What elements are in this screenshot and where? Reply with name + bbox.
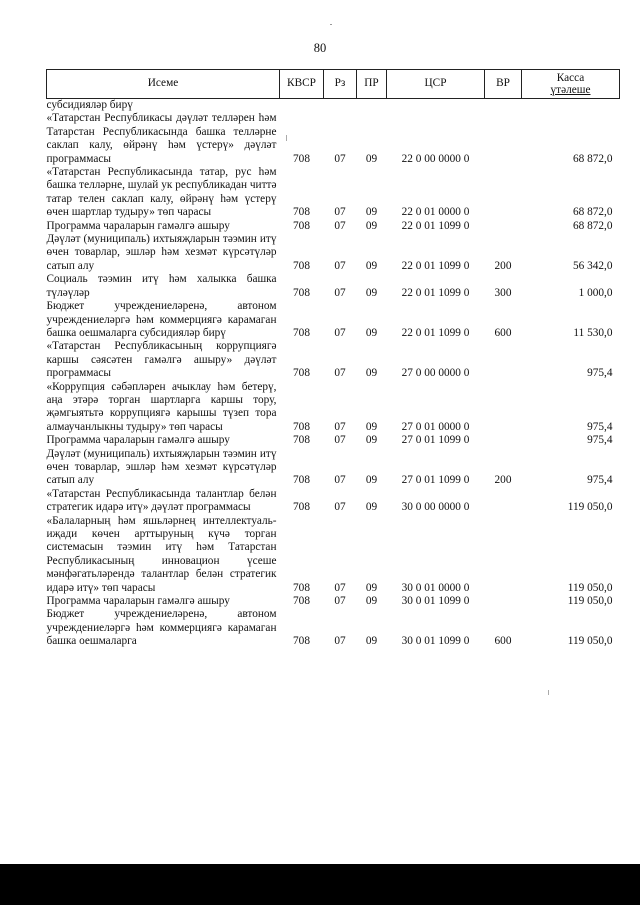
cell-vr bbox=[485, 99, 522, 113]
table-row bbox=[47, 381, 620, 435]
cell-rz: 07 bbox=[334, 420, 346, 433]
cell-pr: 09 bbox=[365, 206, 378, 219]
table-row bbox=[47, 434, 620, 447]
cell-csr: 27 0 01 0000 0 bbox=[401, 420, 470, 433]
cell-pr: 09 bbox=[365, 474, 378, 487]
table-row bbox=[47, 515, 620, 595]
cell-name: Дәүләт (муниципаль) ихтыяҗларын тәэмин итү өчен товарлар, эшләр һәм хезмәт күрсәтүләр сатып алу bbox=[46, 447, 277, 487]
cell-rz: 07 bbox=[334, 219, 346, 232]
cell-vr bbox=[485, 515, 522, 595]
header-vr: ВР bbox=[485, 70, 522, 99]
cell-pr: 09 bbox=[365, 286, 378, 299]
cell-csr: 30 0 00 0000 0 bbox=[401, 501, 470, 514]
cell-pr bbox=[357, 99, 387, 113]
header-rz: Рз bbox=[324, 70, 357, 99]
cell-sum: 119 050,0 bbox=[567, 501, 613, 514]
table-row bbox=[47, 608, 620, 648]
cell-kvsr: 708 bbox=[293, 206, 310, 219]
table-row bbox=[47, 112, 620, 166]
table-row bbox=[47, 448, 620, 488]
cell-rz: 07 bbox=[334, 286, 346, 299]
cell-rz: 07 bbox=[334, 326, 346, 339]
cell-pr: 09 bbox=[365, 420, 378, 433]
cell-rz bbox=[324, 99, 357, 113]
table-row bbox=[47, 340, 620, 380]
header-pr: ПР bbox=[357, 70, 387, 99]
cell-pr: 09 bbox=[365, 152, 378, 165]
cell-pr: 09 bbox=[365, 635, 378, 648]
cell-rz: 07 bbox=[334, 152, 346, 165]
cell-pr: 09 bbox=[365, 595, 378, 608]
cell-kvsr: 708 bbox=[293, 259, 310, 272]
scan-bottom-border bbox=[0, 864, 640, 905]
cell-vr bbox=[485, 166, 522, 220]
table-row bbox=[47, 300, 620, 340]
scan-mark bbox=[548, 690, 549, 695]
cell-pr: 09 bbox=[365, 326, 378, 339]
cell-rz: 07 bbox=[334, 259, 346, 272]
cell-csr: 22 0 01 1099 0 bbox=[401, 259, 470, 272]
cell-rz: 07 bbox=[334, 595, 346, 608]
cell-name: Социаль тәэмин итү һәм халыкка башка түләүләр bbox=[46, 273, 277, 299]
cell-sum: 119 050,0 bbox=[567, 635, 613, 648]
cell-sum bbox=[522, 99, 620, 113]
cell-name: «Татарстан Республикасында талантлар белән стратегик идарә итү» дәүләт программасы bbox=[46, 487, 277, 514]
cell-vr bbox=[485, 340, 522, 380]
cell-name: «Коррупция сәбәпләрен ачыклау һәм бетерү, аңа этәрә торган шартларга каршы тору, җәмгыятьтә коррупциягә карышы түзеп тора алмаучанлыкны тудыру» төп чарасы bbox=[46, 380, 277, 433]
cell-csr: 27 0 01 1099 0 bbox=[401, 474, 470, 487]
page-number: 80 bbox=[313, 41, 327, 55]
table-row bbox=[47, 273, 620, 300]
cell-sum: 68 872,0 bbox=[572, 206, 613, 219]
cell-vr: 200 bbox=[494, 474, 512, 487]
header-csr: ЦСР bbox=[387, 70, 485, 99]
cell-name: «Татарстан Республикасының коррупциягә каршы сәясәтен гамәлгә ашыру» дәүләт программасы bbox=[46, 340, 277, 380]
cell-sum: 11 530,0 bbox=[573, 326, 613, 339]
table-row bbox=[47, 99, 620, 113]
cell-name: «Татарстан Республикасында татар, рус һәм башка телләрне, шулай ук республикадан читтә татар телен саклап калу, өйрәнү һәм үстерү өчен шартлар тудыру» төп чарасы bbox=[46, 166, 277, 219]
cell-sum: 975,4 bbox=[587, 420, 613, 433]
cell-csr: 22 0 01 1099 0 bbox=[401, 326, 470, 339]
cell-pr: 09 bbox=[365, 259, 378, 272]
cell-kvsr: 708 bbox=[293, 286, 310, 299]
cell-sum: 975,4 bbox=[587, 434, 613, 447]
cell-kvsr: 708 bbox=[293, 367, 310, 380]
table-row bbox=[47, 166, 620, 220]
cell-sum: 1 000,0 bbox=[578, 286, 613, 299]
cell-pr: 09 bbox=[365, 581, 378, 594]
cell-sum: 119 050,0 bbox=[567, 581, 613, 594]
table-body bbox=[47, 99, 620, 649]
cell-vr bbox=[485, 220, 522, 233]
cell-vr: 200 bbox=[494, 259, 512, 272]
cell-csr: 30 0 01 1099 0 bbox=[401, 635, 470, 648]
table-header bbox=[47, 70, 620, 99]
cell-sum: 975,4 bbox=[587, 367, 613, 380]
cell-csr: 30 0 01 0000 0 bbox=[401, 581, 470, 594]
cell-vr: 600 bbox=[494, 326, 512, 339]
cell-vr bbox=[485, 112, 522, 166]
cell-sum: 119 050,0 bbox=[567, 595, 613, 608]
table-row bbox=[47, 595, 620, 608]
cell-name: Программа чараларын гамәлгә ашыру bbox=[46, 595, 230, 608]
cell-name: Программа чараларын гамәлгә ашыру bbox=[46, 219, 230, 232]
cell-vr: 300 bbox=[494, 286, 512, 299]
cell-sum: 975,4 bbox=[587, 474, 613, 487]
cell-vr: 600 bbox=[494, 635, 512, 648]
cell-name: Дәүләт (муниципаль) ихтыяҗларын тәэмин итү өчен товарлар, эшләр һәм хезмәт күрсәтүләр сатып алу bbox=[46, 233, 277, 272]
cell-pr: 09 bbox=[365, 367, 378, 380]
cell-sum: 56 342,0 bbox=[572, 259, 613, 272]
cell-kvsr bbox=[280, 99, 324, 113]
cell-vr bbox=[485, 595, 522, 608]
table-row bbox=[47, 220, 620, 233]
cell-csr: 22 0 01 0000 0 bbox=[401, 206, 470, 219]
cell-pr: 09 bbox=[365, 434, 378, 447]
header-sum-line2: үтәлеше bbox=[550, 84, 591, 96]
cell-csr: 22 0 01 1099 0 bbox=[401, 219, 470, 232]
cell-kvsr: 708 bbox=[293, 595, 310, 608]
cell-vr bbox=[485, 434, 522, 447]
cell-name: Программа чараларын гамәлгә ашыру bbox=[46, 434, 230, 447]
header-sum-line1: Касса bbox=[556, 72, 585, 84]
cell-name: Бюджет учреждениеләренә, автоном учреждениеләргә һәм коммерциягә карамаган башка оешмаларга субсидияләр бирү bbox=[46, 300, 277, 339]
cell-rz: 07 bbox=[334, 501, 346, 514]
cell-kvsr: 708 bbox=[293, 501, 310, 514]
cell-rz: 07 bbox=[334, 367, 346, 380]
cell-kvsr: 708 bbox=[293, 474, 310, 487]
cell-csr: 22 0 00 0000 0 bbox=[401, 152, 470, 165]
cell-kvsr: 708 bbox=[293, 219, 310, 232]
cell-pr: 09 bbox=[365, 501, 378, 514]
header-kvsr: КВСР bbox=[280, 70, 324, 99]
cell-kvsr: 708 bbox=[293, 420, 310, 433]
cell-kvsr: 708 bbox=[293, 434, 310, 447]
cell-rz: 07 bbox=[334, 434, 346, 447]
cell-name: Бюджет учреждениеләренә, автоном учреждениеләргә һәм коммерциягә карамаган башка оешмаларга bbox=[46, 608, 277, 648]
cell-csr: 30 0 01 1099 0 bbox=[401, 595, 470, 608]
cell-rz: 07 bbox=[334, 581, 346, 594]
scan-mark bbox=[330, 24, 332, 25]
table-row bbox=[47, 488, 620, 515]
cell-csr bbox=[387, 99, 485, 113]
cell-kvsr: 708 bbox=[293, 581, 310, 594]
cell-csr: 27 0 01 1099 0 bbox=[401, 434, 470, 447]
cell-name: «Татарстан Республикасы дәүләт телләрен һәм Татарстан Республикасында башка телләрне саклап калу, өйрәнү һәм үстерү» дәүләт программасы bbox=[46, 112, 277, 165]
budget-table bbox=[46, 69, 620, 649]
header-name: Исеме bbox=[47, 70, 280, 99]
cell-sum: 68 872,0 bbox=[572, 219, 613, 232]
cell-pr: 09 bbox=[365, 219, 378, 232]
cell-kvsr: 708 bbox=[293, 635, 310, 648]
cell-kvsr: 708 bbox=[293, 326, 310, 339]
cell-csr: 27 0 00 0000 0 bbox=[401, 367, 470, 380]
cell-sum: 68 872,0 bbox=[572, 152, 613, 165]
cell-rz: 07 bbox=[334, 635, 346, 648]
cell-vr bbox=[485, 488, 522, 515]
table-row bbox=[47, 233, 620, 273]
cell-name: «Балаларның һәм яшьләрнең интеллектуаль-иҗади көчен арттыруның күчә торган системасын тәэмин итү һәм Татарстан Республикасының инновацион үсеше мәнфәгатьләрендә талантлар белән стратегик идарә итү» төп чарасы bbox=[46, 514, 277, 594]
cell-kvsr: 708 bbox=[293, 152, 310, 165]
cell-name: субсидияләр бирү bbox=[46, 99, 133, 111]
cell-rz: 07 bbox=[334, 474, 346, 487]
cell-rz: 07 bbox=[334, 206, 346, 219]
cell-vr bbox=[485, 381, 522, 435]
header-sum bbox=[522, 70, 620, 99]
cell-csr: 22 0 01 1099 0 bbox=[401, 286, 470, 299]
